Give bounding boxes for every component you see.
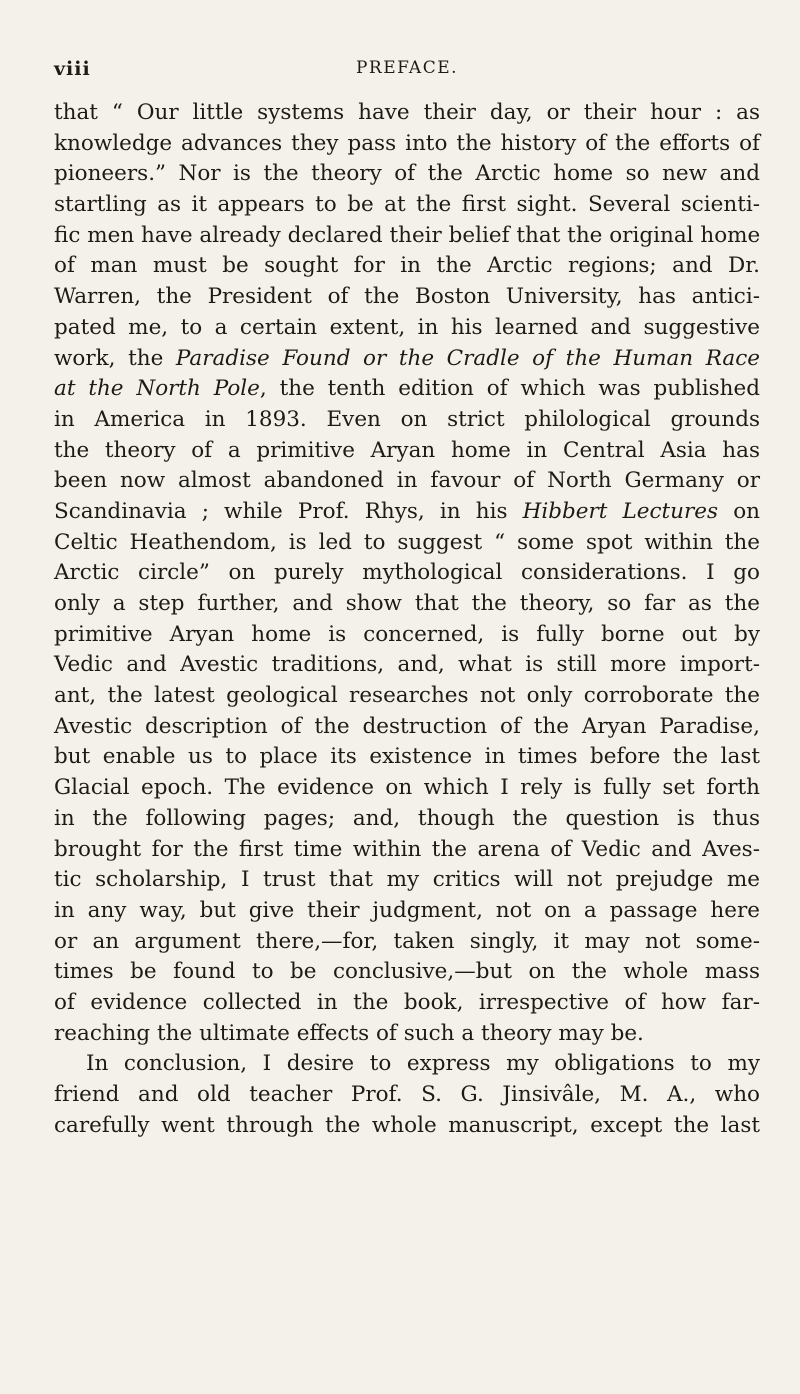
line-text: fic men have already declared their belief that the original home xyxy=(54,222,761,248)
line-text: , the tenth edition of which was published xyxy=(259,376,760,402)
text-line xyxy=(54,497,760,528)
line-text: in America in 1893. Even on strict philological grounds xyxy=(54,406,760,432)
line-text: Celtic Heathendom, is led to suggest “ some spot within the xyxy=(54,529,760,555)
text-line xyxy=(54,98,760,129)
text-line xyxy=(54,957,760,988)
text-line xyxy=(54,620,760,651)
italic-title-text: Hibbert Lectures xyxy=(522,498,719,524)
text-line xyxy=(54,650,760,681)
line-text: pated me, to a certain extent, in his learned and suggestive xyxy=(54,314,760,340)
line-text: on xyxy=(718,498,760,524)
line-text: work, the xyxy=(54,345,176,371)
text-line xyxy=(54,988,760,1019)
line-text: knowledge advances they pass into the history of the efforts of xyxy=(54,130,760,156)
text-line xyxy=(54,1080,760,1111)
running-title: PREFACE. xyxy=(355,58,459,78)
text-line xyxy=(54,466,760,497)
line-text: reaching the ultimate effects of such a theory may be. xyxy=(54,1020,644,1046)
line-text: of man must be sought for in the Arctic regions; and Dr. xyxy=(54,253,760,279)
text-line xyxy=(54,190,760,221)
text-line xyxy=(54,436,760,467)
line-text: Avestic description of the destruction of the Aryan Paradise, xyxy=(54,713,760,739)
text-line xyxy=(54,221,760,252)
line-text: in the following pages; and, though the question is thus xyxy=(54,805,760,831)
text-line xyxy=(54,558,760,589)
body-text xyxy=(54,98,760,1141)
text-line xyxy=(54,282,760,313)
line-text: ant, the latest geological researches not only corroborate the xyxy=(54,683,760,709)
line-text: startling as it appears to be at the first sight. Several scienti- xyxy=(54,192,760,218)
line-text: only a step further, and show that the theory, so far as the xyxy=(54,591,760,616)
line-text: or an argument there,—for, taken singly, it may not some- xyxy=(54,928,760,954)
line-text: In conclusion, I desire to express my obligations to my xyxy=(86,1051,760,1077)
line-text: but enable us to place its existence in times before the last xyxy=(54,744,760,770)
text-line xyxy=(54,159,760,190)
italic-title-text: Paradise Found or the Cradle of the Human Race xyxy=(175,345,760,371)
line-text: primitive Aryan home is concerned, is fully borne out by xyxy=(54,621,760,647)
line-text: brought for the first time within the arena of Vedic and Aves- xyxy=(54,836,760,862)
line-text: in any way, but give their judgment, not on a passage here xyxy=(54,897,760,923)
line-text: been now almost abandoned in favour of North Germany or xyxy=(54,468,760,494)
line-text: Vedic and Avestic traditions, and, what is still more import- xyxy=(54,652,760,678)
text-line xyxy=(54,344,760,375)
text-line xyxy=(54,129,760,160)
text-line xyxy=(54,681,760,712)
line-text: friend and old teacher Prof. S. G. Jinsivâle, M. A., who xyxy=(54,1082,760,1107)
line-text: times be found to be conclusive,—but on the whole mass xyxy=(54,959,760,985)
text-line xyxy=(54,896,760,927)
text-line xyxy=(54,1111,760,1142)
line-text: the theory of a primitive Aryan home in Central Asia has xyxy=(54,437,760,463)
text-line xyxy=(54,927,760,958)
line-text: Arctic circle” on purely mythological considerations. I go xyxy=(54,560,760,586)
text-line xyxy=(54,742,760,773)
page-number: viii xyxy=(54,58,91,80)
text-line xyxy=(54,804,760,835)
text-line xyxy=(54,528,760,559)
text-line xyxy=(54,374,760,405)
line-text: Warren, the President of the Boston University, has antici- xyxy=(54,284,760,310)
text-line xyxy=(54,589,760,620)
text-line xyxy=(54,1019,760,1050)
running-head xyxy=(54,58,760,88)
text-line xyxy=(54,251,760,282)
line-text: Glacial epoch. The evidence on which I rely is fully set forth xyxy=(54,775,760,801)
text-line xyxy=(54,835,760,866)
line-text: of evidence collected in the book, irrespective of how far- xyxy=(54,989,760,1015)
text-line xyxy=(54,405,760,436)
line-text: Scandinavia ; while Prof. Rhys, in his xyxy=(54,498,523,524)
text-line xyxy=(54,1049,760,1080)
line-text: carefully went through the whole manuscript, except the last xyxy=(54,1112,760,1138)
line-text: that “ Our little systems have their day, or their hour : as xyxy=(54,100,760,125)
text-line xyxy=(54,773,760,804)
line-text: tic scholarship, I trust that my critics will not prejudge me xyxy=(54,867,760,893)
text-line xyxy=(54,712,760,743)
line-text: pioneers.” Nor is the theory of the Arctic home so new and xyxy=(54,161,760,187)
text-line xyxy=(54,313,760,344)
italic-title-text: at the North Pole xyxy=(54,376,260,402)
text-line xyxy=(54,865,760,896)
